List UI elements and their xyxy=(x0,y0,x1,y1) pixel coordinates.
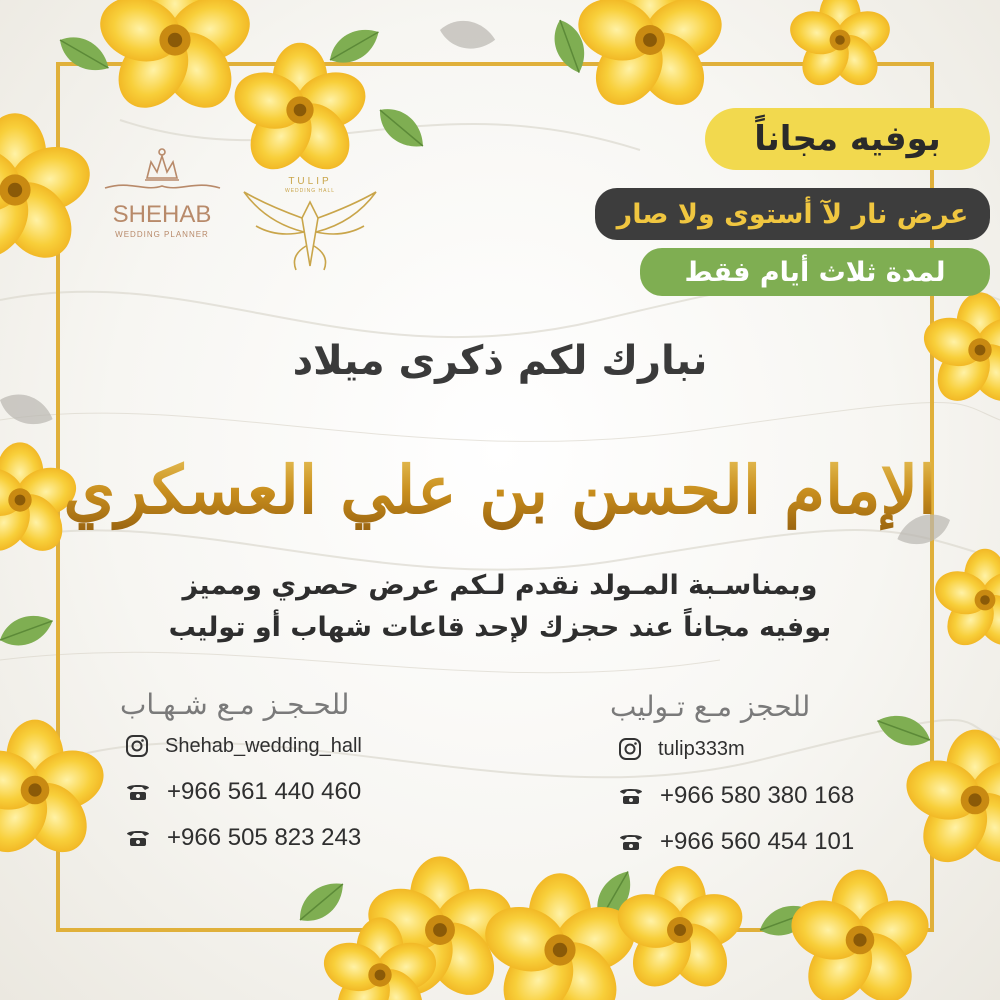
calligraphy-text: الإمام الحسن بن علي العسكري xyxy=(63,451,937,529)
greeting-headline: نبارك لكم ذكرى ميلاد xyxy=(292,338,708,384)
shehab-contact-title: للحـجـز مـع شـهـاب xyxy=(120,688,350,721)
body-line-1: وبمناسـبة المـولد نقدم لـكم عرض حصري ومميز xyxy=(182,570,818,601)
duration-pill: لمدة ثلاث أيام فقط xyxy=(640,248,990,296)
free-buffet-badge: بوفيه مجاناً xyxy=(705,108,990,170)
tulip-logo-sub: WEDDING HALL xyxy=(284,188,336,194)
body-line-2: بوفيه مجاناً عند حجزك لإحد قاعات شهاب أو توليب xyxy=(168,612,832,643)
tulip-phone-1[interactable]: +966 580 380 168 xyxy=(660,782,855,809)
tulip-phone-2[interactable]: +966 560 454 101 xyxy=(660,828,855,855)
shehab-phone-1[interactable]: +966 561 440 460 xyxy=(167,778,362,805)
instagram-icon xyxy=(618,737,642,761)
tulip-phone-row-1[interactable] xyxy=(618,782,854,810)
tulip-instagram-row[interactable] xyxy=(618,737,745,761)
shehab-logo-name: SHEHAB xyxy=(112,201,212,228)
phone-icon xyxy=(618,786,644,806)
tulip-contact-title: للحجز مـع تـوليب xyxy=(610,690,811,723)
phone-icon xyxy=(125,782,151,802)
calligraphy-title xyxy=(63,415,937,560)
shehab-phone-2[interactable]: +966 505 823 243 xyxy=(167,824,362,851)
offer-tagline-pill: عرض نار لآ أستوى ولا صار xyxy=(595,188,990,240)
tulip-logo-name: TULIP xyxy=(288,176,332,187)
shehab-logo-sub: WEDDING PLANNER xyxy=(115,230,209,239)
phone-icon xyxy=(618,832,644,852)
tulip-instagram-handle[interactable]: tulip333m xyxy=(658,737,745,760)
shehab-logo xyxy=(95,140,230,250)
phone-icon xyxy=(125,828,151,848)
tulip-logo xyxy=(240,170,380,280)
shehab-phone-row-2[interactable] xyxy=(125,824,361,852)
shehab-instagram-handle[interactable]: Shehab_wedding_hall xyxy=(165,734,362,757)
tulip-phone-row-2[interactable] xyxy=(618,828,854,856)
instagram-icon xyxy=(125,734,149,758)
shehab-instagram-row[interactable] xyxy=(125,734,362,758)
shehab-phone-row-1[interactable] xyxy=(125,778,361,806)
